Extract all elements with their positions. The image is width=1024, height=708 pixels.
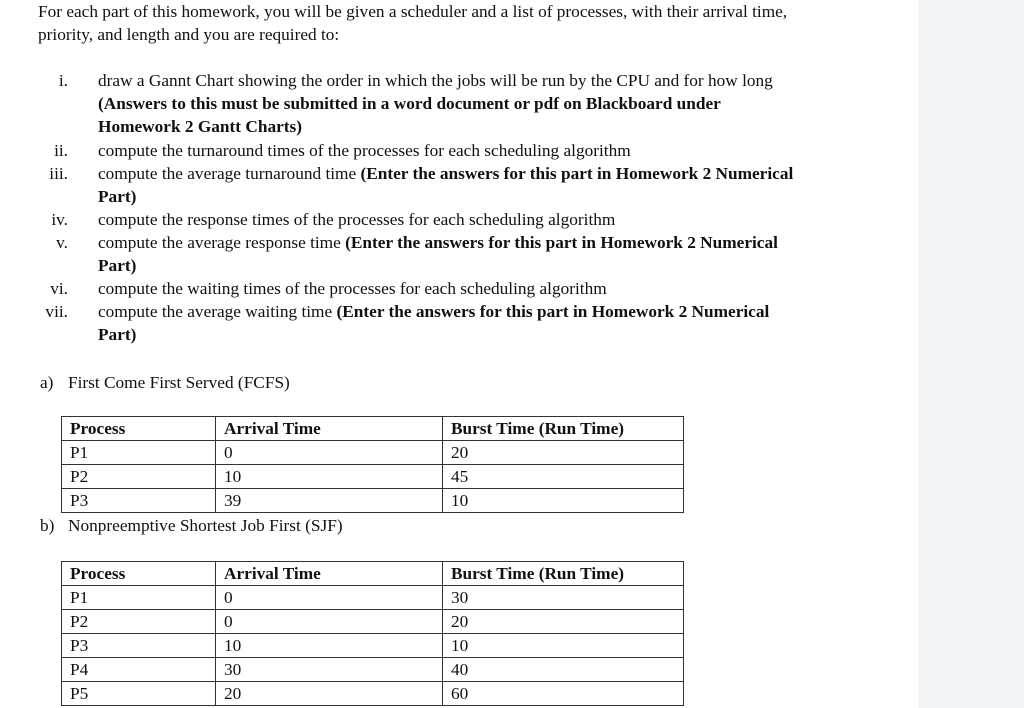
item-text: compute the turnaround times of the processes for each scheduling algorithm	[98, 141, 631, 160]
cell-arrival: 0	[216, 441, 443, 465]
cell-arrival: 10	[216, 465, 443, 489]
item-number: iii.	[49, 164, 68, 183]
cell-process: P5	[62, 682, 216, 706]
cell-process: P2	[62, 610, 216, 634]
section-a-heading	[40, 371, 290, 394]
cell-arrival: 0	[216, 586, 443, 610]
section-title: Nonpreemptive Shortest Job First (SJF)	[68, 516, 343, 535]
table-row	[62, 465, 684, 489]
table-row	[62, 610, 684, 634]
item-number: ii.	[54, 141, 68, 160]
table-row	[62, 682, 684, 706]
item-bold-text: (Answers to this must be submitted in a word document or pdf on Blackboard under Homework 2 Gantt Charts)	[98, 94, 721, 136]
side-panel	[918, 0, 1024, 708]
item-bold-text: (Enter the answers for this part in Homework 2 Numerical Part)	[98, 164, 794, 206]
cell-burst: 20	[443, 441, 684, 465]
table-row	[62, 658, 684, 682]
fcfs-table	[61, 416, 684, 513]
table-row	[62, 489, 684, 513]
table-header-row	[62, 562, 684, 586]
section-label: b)	[40, 516, 55, 535]
item-text: compute the average response time	[98, 233, 346, 252]
section-b-heading	[40, 514, 343, 537]
item-number: vii.	[45, 302, 68, 321]
header-arrival: Arrival Time	[216, 417, 443, 441]
cell-burst: 60	[443, 682, 684, 706]
cell-burst: 10	[443, 634, 684, 658]
sjf-table	[61, 561, 684, 706]
cell-arrival: 30	[216, 658, 443, 682]
cell-arrival: 20	[216, 682, 443, 706]
item-text: compute the average turnaround time	[98, 164, 361, 183]
item-number: i.	[58, 71, 68, 90]
cell-burst: 20	[443, 610, 684, 634]
table-row	[62, 441, 684, 465]
header-process: Process	[62, 417, 216, 441]
header-arrival: Arrival Time	[216, 562, 443, 586]
cell-arrival: 39	[216, 489, 443, 513]
cell-process: P3	[62, 489, 216, 513]
section-label: a)	[40, 373, 54, 392]
header-burst: Burst Time (Run Time)	[443, 562, 684, 586]
header-burst: Burst Time (Run Time)	[443, 417, 684, 441]
cell-burst: 45	[443, 465, 684, 489]
cell-burst: 10	[443, 489, 684, 513]
cell-process: P4	[62, 658, 216, 682]
item-text: compute the waiting times of the processes for each scheduling algorithm	[98, 279, 607, 298]
cell-arrival: 10	[216, 634, 443, 658]
item-text: compute the response times of the processes for each scheduling algorithm	[98, 210, 616, 229]
item-bold-text: (Enter the answers for this part in Homework 2 Numerical Part)	[98, 233, 778, 275]
header-process: Process	[62, 562, 216, 586]
item-number: vi.	[50, 279, 68, 298]
item-number: v.	[56, 233, 68, 252]
section-title: First Come First Served (FCFS)	[68, 373, 290, 392]
table-header-row	[62, 417, 684, 441]
cell-process: P2	[62, 465, 216, 489]
item-number: iv.	[51, 210, 68, 229]
cell-process: P1	[62, 441, 216, 465]
table-row	[62, 586, 684, 610]
cell-process: P3	[62, 634, 216, 658]
cell-process: P1	[62, 586, 216, 610]
cell-arrival: 0	[216, 610, 443, 634]
table-row	[62, 634, 684, 658]
intro-paragraph: For each part of this homework, you will be given a scheduler and a list of processes, with their arrival time, priority, and length and you are required to:	[38, 2, 788, 44]
item-text: compute the average waiting time	[98, 302, 337, 321]
item-bold-text: (Enter the answers for this part in Homework 2 Numerical Part)	[98, 302, 770, 344]
cell-burst: 40	[443, 658, 684, 682]
cell-burst: 30	[443, 586, 684, 610]
item-text: draw a Gannt Chart showing the order in which the jobs will be run by the CPU and for how long	[98, 71, 773, 90]
